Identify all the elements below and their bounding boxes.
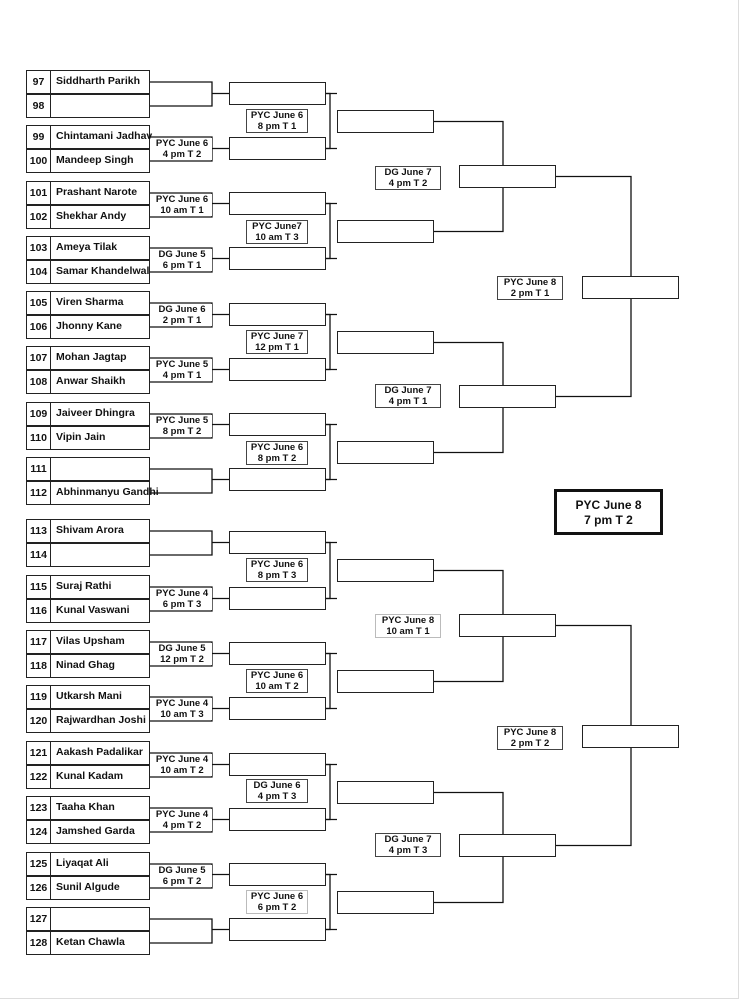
seed-number: 118	[27, 655, 51, 677]
player-name: Suraj Rathi	[56, 580, 112, 592]
schedule-line-2: 2 pm T 2	[510, 738, 550, 749]
player-name: Vipin Jain	[56, 431, 106, 443]
seed-number: 107	[27, 347, 51, 369]
seed-number: 109	[27, 403, 51, 425]
seed-slot	[26, 575, 150, 599]
schedule-line-2: 4 pm T 3	[388, 845, 428, 856]
round5-slot	[582, 276, 679, 299]
schedule-line-1: PYC June 6	[155, 138, 209, 149]
seed-slot	[26, 346, 150, 370]
seed-slot	[26, 457, 150, 481]
schedule-line-2: 10 am T 2	[255, 681, 299, 692]
seed-slot	[26, 236, 150, 260]
match-schedule-label	[152, 588, 212, 610]
seed-slot	[26, 181, 150, 205]
bracket-connector	[326, 94, 337, 149]
seed-number: 122	[27, 766, 51, 788]
match-schedule-label	[152, 415, 212, 437]
seed-number: 111	[27, 458, 51, 480]
schedule-line-1: PYC June 8	[381, 615, 435, 626]
seed-slot	[26, 426, 150, 450]
schedule-line-2: 8 pm T 2	[257, 453, 297, 464]
match-schedule-label	[246, 220, 308, 244]
seed-number: 104	[27, 261, 51, 283]
player-name: Jamshed Garda	[56, 825, 135, 837]
round3-slot	[337, 781, 434, 804]
player-name: Siddharth Parikh	[56, 75, 141, 87]
bracket-connector	[150, 82, 229, 106]
bracket-connector	[326, 765, 330, 820]
player-name: Aakash Padalikar	[56, 746, 143, 758]
round2-slot	[229, 753, 326, 776]
player-name: Liyaqat Ali	[56, 857, 109, 869]
match-schedule-label	[152, 359, 212, 381]
seed-number: 114	[27, 544, 51, 566]
player-name: Mandeep Singh	[56, 154, 134, 166]
match-schedule-label	[152, 138, 212, 160]
schedule-line-1: PYC June 7	[250, 331, 304, 342]
final-line1: PYC June 8	[575, 498, 642, 512]
schedule-line-2: 4 pm T 1	[162, 370, 202, 381]
round3-slot	[337, 670, 434, 693]
round2-slot	[229, 587, 326, 610]
match-schedule-label	[152, 643, 212, 665]
seed-slot	[26, 709, 150, 733]
match-schedule-label	[246, 890, 308, 914]
seed-slot	[26, 94, 150, 118]
bracket-connector	[326, 543, 330, 599]
player-name: Taaha Khan	[56, 801, 115, 813]
seed-number: 99	[27, 126, 51, 148]
schedule-line-1: DG June 7	[384, 834, 432, 845]
seed-number: 119	[27, 686, 51, 708]
round2-slot	[229, 303, 326, 326]
match-schedule-label	[246, 441, 308, 465]
round3-slot	[337, 441, 434, 464]
match-schedule-label	[497, 276, 563, 300]
seed-slot	[26, 796, 150, 820]
bracket-connector	[150, 531, 229, 555]
seed-number: 103	[27, 237, 51, 259]
schedule-line-2: 10 am T 1	[160, 205, 204, 216]
seed-number: 101	[27, 182, 51, 204]
player-name: Shekhar Andy	[56, 210, 127, 222]
player-name: Samar Khandelwal	[56, 265, 150, 277]
seed-number: 108	[27, 371, 51, 393]
player-name: Ameya Tilak	[56, 241, 118, 253]
seed-slot	[26, 149, 150, 173]
player-name: Anwar Shaikh	[56, 375, 126, 387]
player-name: Abhinmanyu Gandhi	[56, 486, 159, 498]
bracket-connector	[326, 204, 337, 259]
seed-number: 116	[27, 600, 51, 622]
schedule-line-2: 10 am T 2	[160, 765, 204, 776]
match-schedule-label	[375, 833, 441, 857]
player-name: Prashant Narote	[56, 186, 138, 198]
player-name: Mohan Jagtap	[56, 351, 127, 363]
bracket-connector	[326, 543, 337, 599]
schedule-line-1: PYC June 4	[155, 754, 209, 765]
player-name: Jaiveer Dhingra	[56, 407, 135, 419]
player-name: Ninad Ghag	[56, 659, 115, 671]
seed-slot	[26, 907, 150, 931]
schedule-line-1: PYC June 5	[155, 359, 209, 370]
seed-slot	[26, 402, 150, 426]
seed-slot	[26, 260, 150, 284]
seed-slot	[26, 370, 150, 394]
schedule-line-2: 6 pm T 1	[162, 260, 202, 271]
round2-slot	[229, 413, 326, 436]
schedule-line-1: DG June 5	[158, 865, 206, 876]
seed-slot	[26, 931, 150, 955]
schedule-line-2: 4 pm T 2	[162, 149, 202, 160]
match-schedule-label	[152, 249, 212, 271]
schedule-line-2: 10 am T 3	[255, 232, 299, 243]
schedule-line-1: PYC June 4	[155, 698, 209, 709]
seed-slot	[26, 205, 150, 229]
seed-slot	[26, 70, 150, 94]
round2-slot	[229, 247, 326, 270]
round5-slot	[582, 725, 679, 748]
round2-slot	[229, 468, 326, 491]
seed-number: 123	[27, 797, 51, 819]
bracket-connector	[326, 425, 337, 480]
schedule-line-1: PYC June7	[252, 221, 302, 232]
seed-number: 127	[27, 908, 51, 930]
seed-slot	[26, 820, 150, 844]
match-schedule-label	[152, 809, 212, 831]
player-name: Ketan Chawla	[56, 936, 125, 948]
bracket-connector	[326, 315, 330, 370]
seed-number: 97	[27, 71, 51, 93]
seed-slot	[26, 876, 150, 900]
schedule-line-1: PYC June 4	[155, 588, 209, 599]
seed-number: 125	[27, 853, 51, 875]
match-schedule-label	[375, 614, 441, 638]
schedule-line-2: 4 pm T 3	[257, 791, 297, 802]
seed-slot	[26, 543, 150, 567]
match-schedule-label	[152, 194, 212, 216]
seed-number: 98	[27, 95, 51, 117]
bracket-connector	[326, 654, 337, 709]
schedule-line-1: PYC June 5	[155, 415, 209, 426]
bracket-connector	[326, 875, 330, 930]
round3-slot	[337, 331, 434, 354]
seed-number: 115	[27, 576, 51, 598]
seed-number: 124	[27, 821, 51, 843]
schedule-line-1: PYC June 6	[155, 194, 209, 205]
schedule-line-1: DG June 7	[384, 167, 432, 178]
seed-slot	[26, 599, 150, 623]
player-name: Kunal Kadam	[56, 770, 124, 782]
match-schedule-label	[152, 304, 212, 326]
schedule-line-2: 8 pm T 2	[162, 426, 202, 437]
match-schedule-label	[246, 779, 308, 803]
match-schedule-label	[152, 754, 212, 776]
schedule-line-1: PYC June 6	[250, 891, 304, 902]
schedule-line-2: 8 pm T 3	[257, 570, 297, 581]
round2-slot	[229, 863, 326, 886]
bracket-connector	[326, 765, 337, 820]
schedule-line-2: 8 pm T 1	[257, 121, 297, 132]
bracket-connector	[150, 469, 229, 493]
round3-slot	[337, 559, 434, 582]
seed-slot	[26, 291, 150, 315]
bracket-connector	[326, 875, 337, 930]
round2-slot	[229, 531, 326, 554]
match-schedule-label	[152, 865, 212, 887]
round4-slot	[459, 165, 556, 188]
round2-slot	[229, 697, 326, 720]
schedule-line-2: 4 pm T 2	[162, 820, 202, 831]
round3-slot	[337, 891, 434, 914]
schedule-line-2: 6 pm T 2	[257, 902, 297, 913]
schedule-line-2: 10 am T 3	[160, 709, 204, 720]
seed-number: 110	[27, 427, 51, 449]
round4-slot	[459, 834, 556, 857]
round2-slot	[229, 918, 326, 941]
seed-number: 117	[27, 631, 51, 653]
match-schedule-label	[152, 698, 212, 720]
round4-slot	[459, 385, 556, 408]
schedule-line-1: PYC June 6	[250, 559, 304, 570]
bracket-connector	[326, 654, 330, 709]
schedule-line-1: DG June 5	[158, 249, 206, 260]
schedule-line-2: 10 am T 1	[386, 626, 430, 637]
round2-slot	[229, 358, 326, 381]
round2-slot	[229, 82, 326, 105]
round2-slot	[229, 808, 326, 831]
seed-slot	[26, 125, 153, 149]
seed-slot	[26, 685, 150, 709]
seed-number: 113	[27, 520, 51, 542]
player-name: Chintamani Jadhav	[56, 130, 153, 142]
player-name: Jhonny Kane	[56, 320, 122, 332]
schedule-line-2: 12 pm T 2	[160, 654, 204, 665]
seed-number: 112	[27, 482, 51, 504]
schedule-line-1: PYC June 4	[155, 809, 209, 820]
seed-slot	[26, 765, 150, 789]
bracket-connector	[326, 425, 330, 480]
schedule-line-2: 4 pm T 1	[388, 396, 428, 407]
schedule-line-2: 2 pm T 1	[510, 288, 550, 299]
player-name: Viren Sharma	[56, 296, 124, 308]
round4-slot	[459, 614, 556, 637]
seed-slot	[26, 315, 150, 339]
seed-number: 105	[27, 292, 51, 314]
round3-slot	[337, 110, 434, 133]
seed-number: 102	[27, 206, 51, 228]
schedule-line-1: DG June 7	[384, 385, 432, 396]
schedule-line-1: DG June 5	[158, 643, 206, 654]
bracket-connector	[326, 94, 330, 149]
seed-number: 100	[27, 150, 51, 172]
schedule-line-2: 12 pm T 1	[255, 342, 299, 353]
match-schedule-label	[246, 109, 308, 133]
schedule-line-1: PYC June 6	[250, 670, 304, 681]
seed-slot	[26, 630, 150, 654]
round2-slot	[229, 642, 326, 665]
player-name: Utkarsh Mani	[56, 690, 122, 702]
player-name: Kunal Vaswani	[56, 604, 130, 616]
seed-number: 120	[27, 710, 51, 732]
schedule-line-1: DG June 6	[158, 304, 206, 315]
match-schedule-label	[246, 669, 308, 693]
round3-slot	[337, 220, 434, 243]
final-match-label	[554, 489, 663, 535]
seed-number: 121	[27, 742, 51, 764]
schedule-line-2: 4 pm T 2	[388, 178, 428, 189]
seed-slot	[26, 852, 150, 876]
seed-number: 106	[27, 316, 51, 338]
seed-slot	[26, 481, 159, 505]
bracket-connector	[326, 204, 330, 259]
schedule-line-2: 6 pm T 2	[162, 876, 202, 887]
match-schedule-label	[375, 166, 441, 190]
bracket-connector	[150, 919, 229, 943]
match-schedule-label	[497, 726, 563, 750]
match-schedule-label	[246, 558, 308, 582]
player-name: Shivam Arora	[56, 524, 124, 536]
seed-slot	[26, 519, 150, 543]
seed-number: 128	[27, 932, 51, 954]
round2-slot	[229, 192, 326, 215]
schedule-line-1: DG June 6	[253, 780, 301, 791]
schedule-line-1: PYC June 6	[250, 442, 304, 453]
player-name: Vilas Upsham	[56, 635, 125, 647]
match-schedule-label	[375, 384, 441, 408]
seed-number: 126	[27, 877, 51, 899]
seed-slot	[26, 654, 150, 678]
player-name: Sunil Algude	[56, 881, 120, 893]
bracket-connector	[326, 315, 337, 370]
match-schedule-label	[246, 330, 308, 354]
final-line2: 7 pm T 2	[584, 513, 633, 527]
schedule-line-2: 6 pm T 3	[162, 599, 202, 610]
schedule-line-1: PYC June 8	[503, 277, 557, 288]
seed-slot	[26, 741, 150, 765]
schedule-line-2: 2 pm T 1	[162, 315, 202, 326]
schedule-line-1: PYC June 6	[250, 110, 304, 121]
schedule-line-1: PYC June 8	[503, 727, 557, 738]
player-name: Rajwardhan Joshi	[56, 714, 146, 726]
round2-slot	[229, 137, 326, 160]
